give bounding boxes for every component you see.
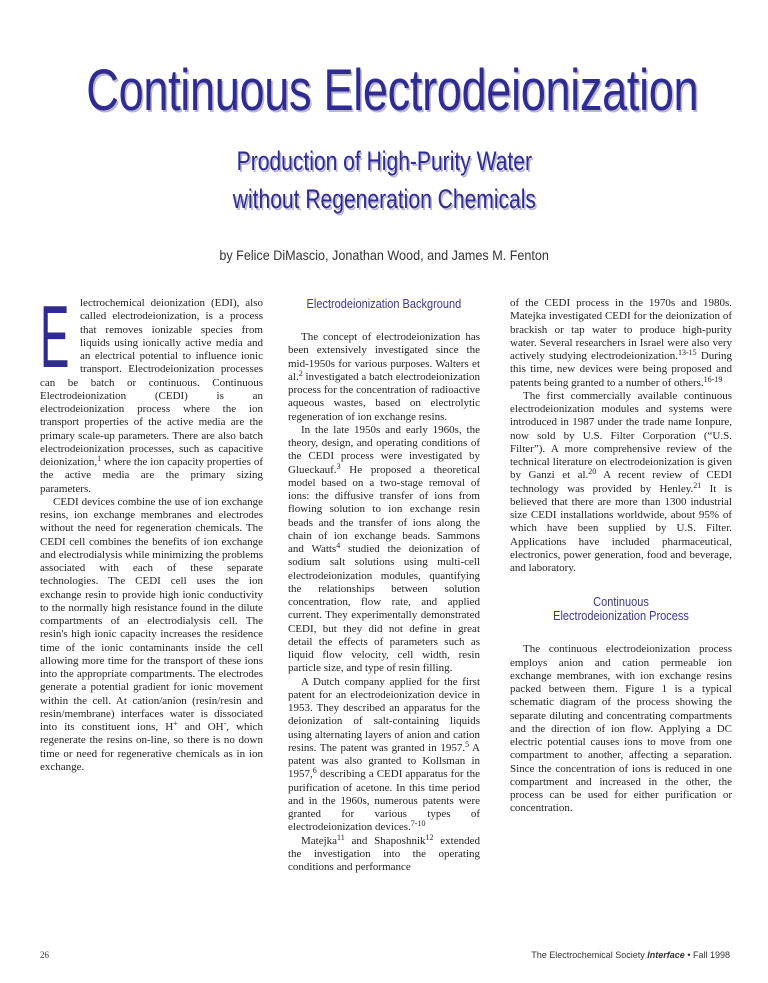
paragraph-text: A patent was also granted to Kollsman in 1957,: [288, 741, 480, 781]
paragraph-text: investigated a batch electrodeionization process for the concentration of radioactive aqueous wastes, based on electrolytic regeneration of ion exchange resins.: [288, 370, 480, 423]
drop-cap-letter: E: [40, 299, 70, 371]
section-heading-background: [288, 297, 480, 311]
paragraph: [510, 643, 732, 815]
journal-prefix: The Electrochemical Society: [531, 950, 648, 960]
paragraph-text: studied the deionization of sodium salt solutions using multi-cell electrodeionization modules, quantifying the relationships between solution concentration, flow rate, and applied current. They experimentally demonstrated CEDI, but they did not define in great detail the effects of parameters such as liquid flow velocity, cell width, resin particle size, and type of resin filling.: [288, 543, 480, 675]
citation-superscript: 1: [97, 454, 102, 463]
paragraph-text: , which regenerate the resins on-line, so there is no down time or need for regenerative chemicals as in ion exchange.: [40, 721, 263, 773]
citation-superscript: 11: [337, 832, 345, 842]
paragraph: [288, 832, 480, 875]
citation-superscript: -: [223, 719, 227, 728]
heading-text: Electrodeionization Background: [306, 297, 462, 311]
paragraph-text: A Dutch company applied for the first patent for an electrodeionization device in 1953. They described an apparatus for the deionization of salt-containing liquids using alternating layers of anion and cation resins. The patent was granted in 1957.: [288, 675, 480, 754]
column-1: [40, 297, 263, 774]
citation-superscript: 21: [693, 480, 702, 490]
paragraph-text: The concept of electrodeionization has been extensively investigated since the mid-1950s for various purposes. Walters et al.: [288, 331, 480, 383]
paragraph-text: describing a CEDI apparatus for the purification of acetone. In this time period and in the 1960s, numerous patents were granted for various types of electrodeionization devices.: [288, 768, 480, 834]
subtitle-text: without Regeneration Chemicals: [232, 184, 536, 214]
citation-superscript: 13-15: [678, 348, 697, 357]
heading-text: Continuous Electrodeionization Process: [553, 595, 689, 624]
paragraph: [510, 297, 732, 390]
paragraph-text: The continuous electrodeionization process employs anion and cation permeable ion exchange membranes, with ion exchange resins packed between them. Figure 1 is a typical schematic diagram of the process showing the separate diluting and concentrating compartments and the direction of ion flow. Applying a DC electric potential causes ions to move from one compartment to another, affecting a separation. Since the concentration of ions is reduced in one compartment and increased in the other, the process can be used for either purification or concentration.: [510, 643, 732, 815]
paragraph: [288, 676, 480, 835]
citation-superscript: 2: [298, 368, 303, 378]
paragraph-text: Matejka: [301, 834, 338, 847]
paragraph-text: and Shaposhnik: [344, 834, 426, 847]
column-3-body-top: [510, 297, 732, 575]
subtitle-text: Production of High-Purity Water: [236, 146, 532, 176]
citation-superscript: 7-10: [410, 819, 426, 829]
paragraph: [288, 424, 480, 676]
paragraph-text: where the ion capacity properties of the active media are the primary sizing parameters.: [40, 456, 263, 495]
column-2-body: [288, 331, 480, 874]
section-heading-process: [510, 595, 732, 623]
column-2: [288, 297, 480, 874]
article-title: [0, 58, 768, 124]
paragraph-text: lectrochemical deionization (EDI), also called electrodeionization, is a process that removes ionizable species from liquids using ionically active media and an electrical potential to influence ionic transport. Electrodeionization processes can be batch or continuous. Continuous Electrodeionization (CEDI) is an electrodeionization process where the ion transport properties of the active media are the primary scale-up parameters. There are also batch electrodeionization processes, such as capacitive deionization,: [40, 297, 263, 468]
paragraph-text: of the CEDI process in the 1970s and 1980s. Matejka investigated CEDI for the deionization of brackish or tap water to produce high-purity water. Several researchers in Israel were also very actively studying electrodeionization.: [510, 297, 732, 362]
citation-superscript: 16-19: [703, 374, 723, 384]
paragraph-text: It is believed that there are more than 1300 industrial size CEDI installations worldwide, about 95% of which have been supplied by U.S. Filter. Applications have included pharmaceutical, electronics, power generation, food and beverage, and laboratory.: [510, 482, 733, 574]
citation-superscript: 4: [336, 541, 341, 550]
citation-superscript: 3: [336, 461, 341, 471]
journal-footer: [531, 950, 730, 961]
column-3-body-bottom: [510, 643, 732, 815]
paragraph-text: During this time, new devices were being proposed and patents being granted to a number of others.: [510, 350, 732, 389]
paragraph: [40, 496, 263, 774]
paragraph-text: The first commercially available continuous electrodeionization modules and systems were introduced in 1987 under the trade name Ionpure, now sold by U.S. Filter Corporation (“U.S. Filter”). A more comprehensive review of the technical literature on electrodeionization is given by Ganzi et al.: [510, 389, 732, 482]
paragraph-text: In the late 1950s and early 1960s, the theory, design, and operating conditions of the CEDI process were investigated by Glueckauf.: [288, 423, 480, 476]
byline-text: by Felice DiMascio, Jonathan Wood, and James M. Fenton: [219, 247, 549, 263]
article-subtitle-line1: [0, 145, 768, 177]
paragraph: [510, 390, 732, 576]
byline: [0, 246, 768, 264]
citation-superscript: 20: [588, 467, 597, 477]
article-subtitle-line2: [0, 183, 768, 215]
paragraph: [288, 331, 480, 424]
drop-cap: [40, 299, 76, 371]
paragraph-text: He proposed a theoretical model based on a two-stage removal of ions: the diffusive transfer of ions from flowing solution to ion exchange resin beads and the transfer of ions along the chain of ion exchange beads. Sammons and Watts: [288, 463, 480, 555]
journal-name: Interface: [647, 950, 685, 960]
page-number: 26: [40, 950, 49, 960]
citation-superscript: 12: [425, 832, 434, 842]
citation-superscript: +: [173, 719, 178, 728]
paragraph-text: A recent review of CEDI technology was provided by Henley.: [510, 469, 732, 495]
citation-superscript: 6: [312, 766, 317, 776]
paragraph-text: and OH: [177, 721, 224, 733]
article-title-text: Continuous Electrodeionization: [86, 58, 699, 123]
paragraph-text: extended the investigation into the operating conditions and performance: [288, 834, 480, 873]
column-3: [510, 297, 732, 816]
paragraph-text: CEDI devices combine the use of ion exchange resins, ion exchange membranes and electrodes without the need for regeneration chemicals. The CEDI cell combines the benefits of ion exchange and electrodialysis while minimizing the problems associated with each of these separate technologies. The CEDI cell uses the ion exchange resin to provide high ionic conductivity to the normally high resistance found in the dilute compartments of an electrodialysis cell. The resin's high ionic capacity increases the residence time of the ionic contaminants inside the cell allowing more time for the transport of these ions into the appropriate compartments. The electrodes generate a potential gradient for ionic movement within the cell. At cation/anion (resin/resin and resin/membrane) interfaces water is dissociated into its constituent ions, H: [40, 495, 263, 733]
citation-superscript: 5: [465, 739, 470, 749]
journal-issue: • Fall 1998: [684, 950, 730, 960]
